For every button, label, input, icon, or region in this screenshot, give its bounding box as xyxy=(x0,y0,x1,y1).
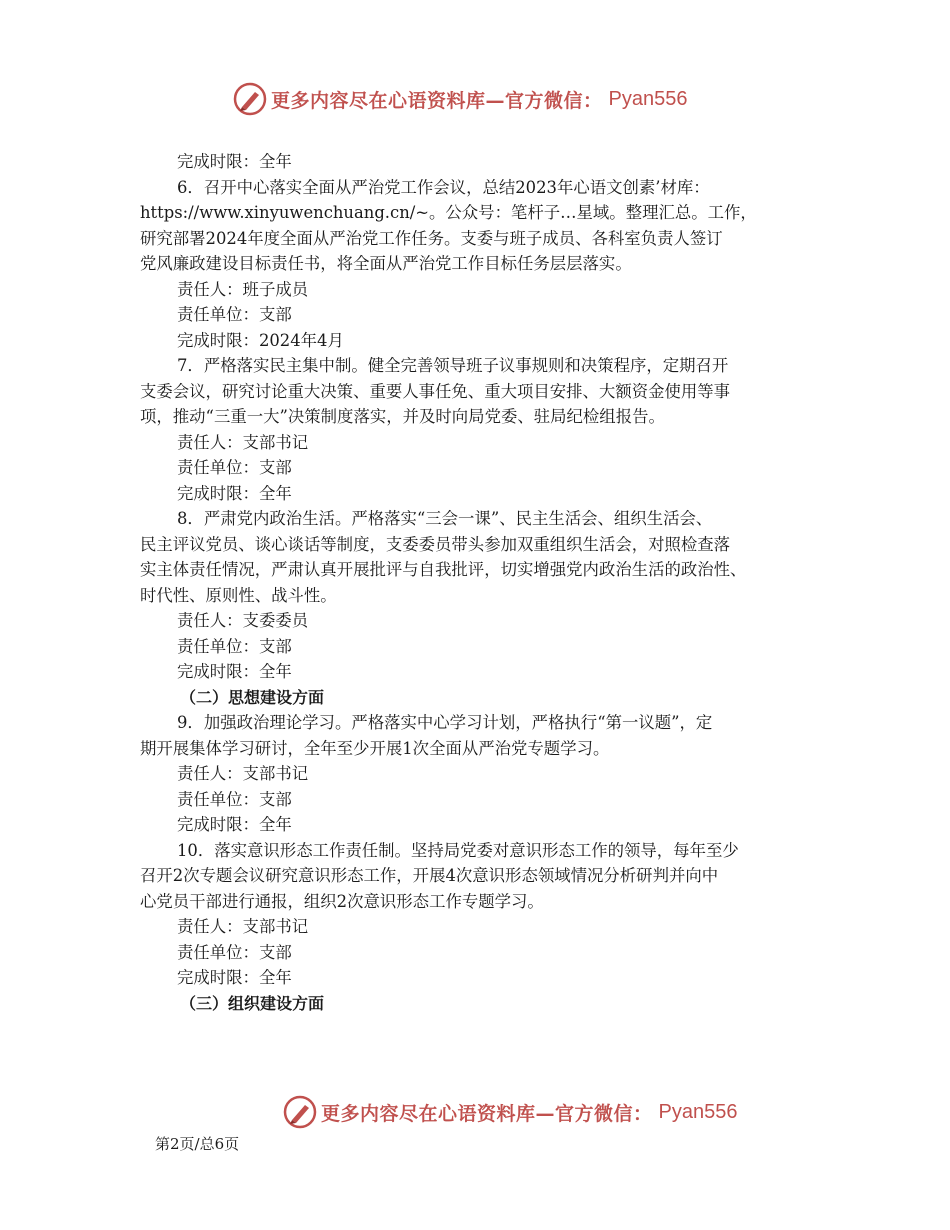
text-line: 责任单位：支部 xyxy=(177,458,292,477)
text-line: 完成时限：全年 xyxy=(177,815,292,834)
text-line: 责任单位：支部 xyxy=(177,636,292,656)
watermark-wechat-id: Pyan556 xyxy=(658,1100,738,1123)
text-line: 责任人：支部书记 xyxy=(177,432,309,452)
text-line: https://www.xinyuwenchuang.cn/~。公众号：笔杆子…星域。整理汇总。工作， xyxy=(140,203,757,222)
text-line: 期开展集体学习研讨，全年至少开展1次全面从严治党专题学习。 xyxy=(140,738,610,758)
text-line: 7．严格落实民主集中制。健全完善领导班子议事规则和决策程序，定期召开 xyxy=(177,356,729,375)
page-number: 第2页/总6页 xyxy=(155,1135,240,1153)
text-line: 8．严肃党内政治生活。严格落实“三会一课”、民主生活会、组织生活会、 xyxy=(177,509,713,528)
text-line: 完成时限：2024年4月 xyxy=(177,330,344,350)
text-line: 完成时限：全年 xyxy=(177,152,292,171)
text-line: 时代性、原则性、战斗性。 xyxy=(140,585,337,605)
text-line: 党风廉政建设目标责任书，将全面从严治党工作目标任务层层落实。 xyxy=(140,254,632,273)
watermark-text: 更多内容尽在心语资料库—官方微信： xyxy=(271,89,603,112)
section-heading: （二）思想建设方面 xyxy=(180,687,325,707)
text-line: 心党员干部进行通报，组织2次意识形态工作专题学习。 xyxy=(140,891,544,911)
text-line: 支委会议，研究讨论重大决策、重要人事任免、重大项目安排、大额资金使用等事 xyxy=(140,381,731,401)
section-heading: （三）组织建设方面 xyxy=(180,993,325,1013)
text-line: 实主体责任情况，严肃认真开展批评与自我批评，切实增强党内政治生活的政治性、 xyxy=(140,560,747,579)
text-line: 完成时限：全年 xyxy=(177,483,292,503)
text-line: 召开2次专题会议研究意识形态工作，开展4次意识形态领域情况分析研判并向中 xyxy=(140,866,719,885)
document-body xyxy=(140,149,830,1016)
text-line: 责任人：支部书记 xyxy=(177,917,309,936)
watermark-text: 更多内容尽在心语资料库—官方微信： xyxy=(321,1102,653,1125)
footer-watermark xyxy=(0,1095,950,1135)
text-line: 责任单位：支部 xyxy=(177,305,292,324)
text-line: 责任人：班子成员 xyxy=(177,279,309,299)
text-line: 责任单位：支部 xyxy=(177,789,292,809)
text-line: 完成时限：全年 xyxy=(177,662,292,681)
text-line: 完成时限：全年 xyxy=(177,968,292,987)
watermark-wechat-id: Pyan556 xyxy=(608,87,688,110)
text-line: 责任人：支委委员 xyxy=(177,611,309,630)
text-line: 民主评议党员、谈心谈话等制度，支委委员带头参加双重组织生活会，对照检查落 xyxy=(140,534,731,554)
text-line: 6．召开中心落实全面从严治党工作会议，总结2023年心语文创素’材库： xyxy=(177,177,710,197)
pen-logo-icon xyxy=(283,1095,317,1129)
text-line: 研究部署2024年度全面从严治党工作任务。支委与班子成员、各科室负责人签订 xyxy=(140,228,723,248)
text-line: 责任人：支部书记 xyxy=(177,764,309,783)
text-line: 10．落实意识形态工作责任制。坚持局党委对意识形态工作的领导，每年至少 xyxy=(177,840,739,860)
text-line: 项，推动“三重一大”决策制度落实，并及时向局党委、驻局纪检组报告。 xyxy=(140,407,665,426)
text-line: 9．加强政治理论学习。严格落实中心学习计划，严格执行“第一议题”，定 xyxy=(177,713,713,732)
header-watermark xyxy=(0,82,950,122)
pen-logo-icon xyxy=(233,82,267,116)
text-line: 责任单位：支部 xyxy=(177,942,292,962)
